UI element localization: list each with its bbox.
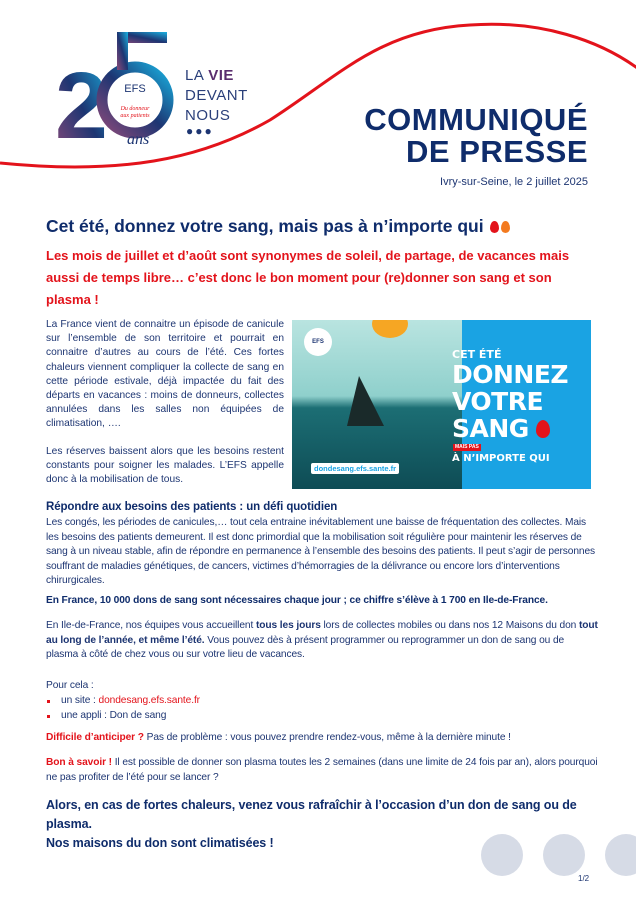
- title-line-2: DE PRESSE: [406, 134, 588, 169]
- intro-paragraph: Les réserves baissent alors que les besoins restent constants pour soigner les malades. L’EFS appelle donc à la mobilisation de tous.: [46, 445, 284, 486]
- press-release-title: [364, 104, 588, 168]
- tagline-devant: DEVANT: [185, 87, 248, 104]
- paragraph: [46, 619, 598, 663]
- list-item-label: une appli : Don de sang: [61, 709, 167, 721]
- svg-text:EFS: EFS: [124, 83, 146, 95]
- paragraph: [46, 731, 598, 746]
- intro-column: [46, 318, 284, 500]
- headline-text: Cet été, donnez votre sang, mais pas à n’importe qui: [46, 216, 484, 236]
- red-emphasis: Difficile d’anticiper ?: [46, 732, 144, 743]
- visual-line: VOTRE: [452, 387, 544, 416]
- text: En Ile-de-France, nos équipes vous accueillent: [46, 620, 256, 631]
- visual-mais-pas: MAIS PAS: [455, 444, 479, 450]
- pour-cela-label: Pour cela :: [46, 680, 94, 691]
- text: lors de collectes mobiles ou dans nos 12 Maisons du don: [320, 620, 579, 631]
- campaign-visual: [292, 320, 591, 489]
- blood-drop-icon: [536, 420, 550, 438]
- list-item-label: un site :: [61, 695, 99, 706]
- text: Pas de problème : vous pouvez prendre rendez-vous, même à la dernière minute !: [143, 732, 511, 743]
- bold-text: tous les jours: [255, 620, 321, 631]
- website-link[interactable]: dondesang.efs.sante.fr: [98, 695, 200, 706]
- svg-text:ans: ans: [127, 131, 150, 148]
- svg-text:2: 2: [55, 53, 108, 150]
- visual-url: dondesang.efs.sante.fr: [311, 463, 399, 474]
- text: Il est possible de donner son plasma toutes les 2 semaines (dans une limite de 24 fois par an), alors pourquoi ne pas profiter de l’été pour se lancer ?: [46, 757, 598, 783]
- key-figure-paragraph: En France, 10 000 dons de sang sont nécessaires chaque jour ; ce chiffre s’élève à 1 700 en Ile-de-France.: [46, 595, 548, 606]
- shark-fin-icon: [347, 376, 384, 426]
- lead-paragraph: Les mois de juillet et d’août sont synonymes de soleil, de partage, de vacances mais aussi de temps libre… c’est donc le bon moment pour (re)donner son sang et son plasma !: [46, 248, 570, 307]
- svg-text:aux patients: aux patients: [120, 113, 150, 119]
- closing-line: Alors, en cas de fortes chaleurs, venez vous rafraîchir à l’occasion d’un don de sang ou de plasma.: [46, 798, 577, 831]
- decorative-circle: [481, 834, 523, 876]
- logo-tagline: [185, 66, 248, 126]
- visual-slogan: [452, 348, 568, 442]
- red-emphasis: Bon à savoir !: [46, 757, 112, 768]
- red-drop-icon: [490, 221, 499, 233]
- paragraph: [46, 756, 598, 785]
- efs-25-years-logo: [55, 30, 175, 150]
- decorative-circle: [543, 834, 585, 876]
- visual-efs-logo: EFS: [304, 328, 332, 356]
- page-number: 1/2: [578, 874, 590, 883]
- visual-line: DONNEZ: [452, 360, 569, 389]
- visual-line: SANG: [452, 414, 529, 443]
- tagline-nous: NOUS: [185, 107, 231, 124]
- orange-drop-icon: [501, 221, 510, 233]
- list-item: [46, 709, 598, 724]
- visual-line: CET ÉTÉ: [452, 348, 502, 361]
- bold-text: tout au long de l’année, et même l’été.: [46, 620, 598, 646]
- intro-paragraph: La France vient de connaitre un épisode de canicule sur l’ensemble de son territoire et pourrait en connaitre d’autres au cours de l’été. Ces fortes chaleurs viennent compliquer la collecte de sang en cette période estivale, déjà impactée du fait des départs en vacances : moins de donneurs, collectes annulées dans les salles non équipées de climatisation, ….: [46, 319, 284, 430]
- title-line-1: COMMUNIQUÉ: [364, 102, 588, 137]
- tagline-la: LA: [185, 67, 209, 84]
- resource-list: [46, 694, 598, 723]
- text: Vous pouvez dès à présent programmer ou reprogrammer un don de sang ou de plasma à côté de chez vous ou sur votre lieu de vacances.: [46, 634, 565, 660]
- section-heading: Répondre aux besoins des patients : un défi quotidien: [46, 501, 338, 513]
- visual-line: À N’IMPORTE QUI: [452, 453, 550, 464]
- list-item: [46, 694, 598, 709]
- headline: [46, 216, 510, 237]
- decorative-circle: [605, 834, 636, 876]
- release-date: Ivry-sur-Seine, le 2 juillet 2025: [440, 176, 588, 188]
- tagline-dots: ●●●: [186, 124, 214, 138]
- svg-text:Du donneur: Du donneur: [120, 106, 150, 112]
- paragraph: Les congés, les périodes de canicules,… tout cela entraine inévitablement une baisse de fréquentation des collectes. Mais les besoins des patients demeurent. Il est donc primordial que la mobilisation soit régulière pour maintenir les réserves de sang à un niveau stable, afin de répondre en permanence à l’ensemble des besoins des patients. Il peut s’agir de personnes souffrant de maladies génétiques, de cancers, victimes d’hémorragies de la délivrance ou encore lors d’interventions chirurgicales.: [46, 517, 596, 586]
- closing-line: Nos maisons du don sont climatisées !: [46, 836, 274, 850]
- tagline-vie: VIE: [208, 67, 234, 84]
